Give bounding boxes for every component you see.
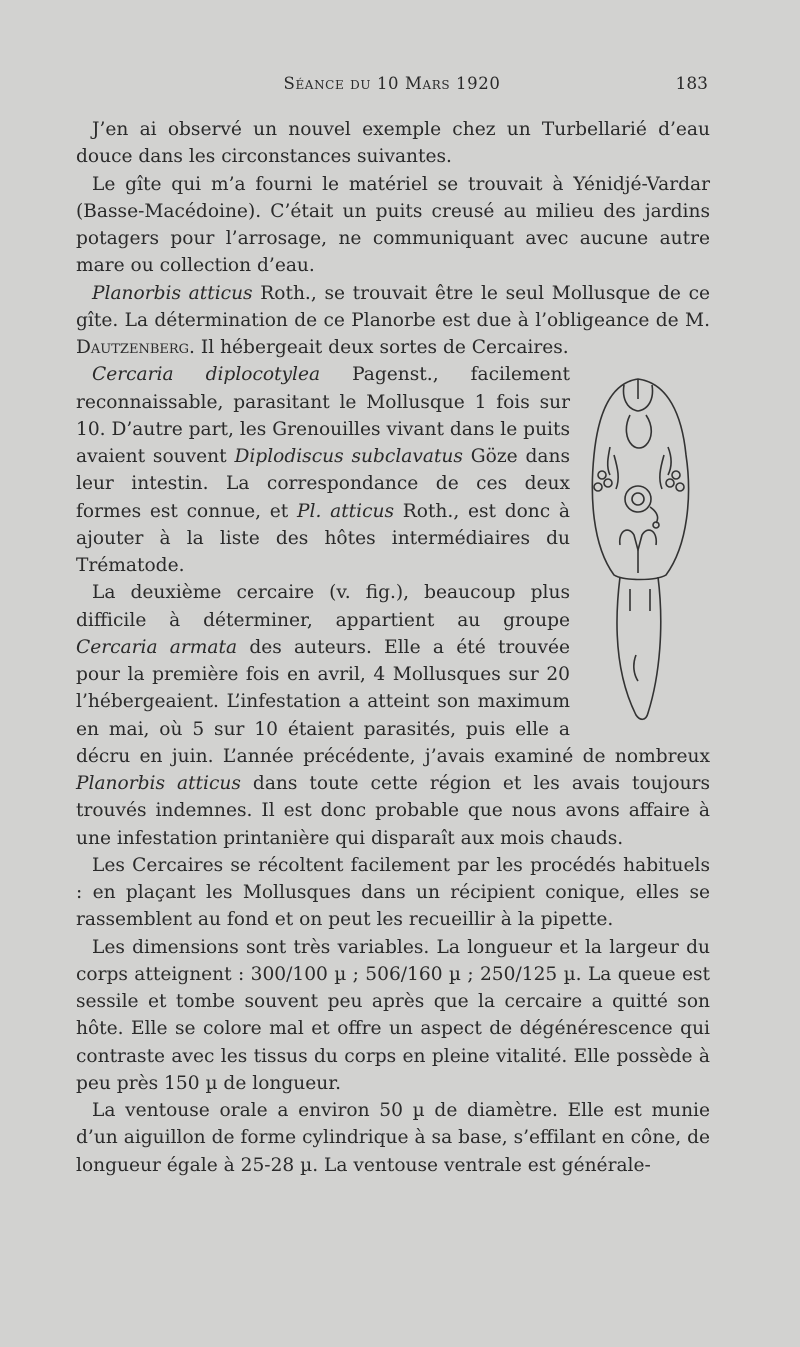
paragraph-1 <box>76 116 710 171</box>
body-text <box>76 116 710 1179</box>
page-number: 183 <box>675 74 708 94</box>
text-run: Diplodiscus subclavatus <box>234 446 463 467</box>
text-run: . Il hébergeait deux sortes de Cercaires. <box>189 337 569 358</box>
text-run: dans toute cette région et les avais toujours trouvés indemnes. Il est donc probable que nous avons affaire à une infestation printanière qui disparaît aux mois chauds. <box>76 773 710 849</box>
text-run: Planorbis atticus <box>76 773 241 794</box>
text-run: Göze dans leur intestin. La correspondance de ces deux formes est connue, et <box>76 446 570 522</box>
text-run: des auteurs. Elle a été trouvée pour la première fois en avril, 4 Mollusques sur 20 l’hébergeaient. L’infestation a atteint son maximum en mai, où 5 sur 10 étaient parasités, puis elle a décru en juin. L’année précédente, j’avais examiné de nombreux <box>76 636 710 767</box>
paragraph-7 <box>76 934 710 1098</box>
cercaria-figure <box>580 375 710 740</box>
paragraph-4 <box>76 361 710 579</box>
text-run: Cercaria armata <box>76 636 238 658</box>
text-run: Cercaria diplocotylea <box>92 364 321 386</box>
text-run: J’en ai observé un nouvel exemple chez un Turbellarié d’eau douce dans les circonstances suivantes. <box>76 119 710 168</box>
cercaria-armata-drawing-icon <box>580 375 710 740</box>
text-run: Pl. atticus <box>297 500 395 522</box>
text-run: Les dimensions sont très variables. La longueur et la largeur du corps atteignent : 300/100 µ ; 506/160 µ ; 250/125 µ. La queue est sessile et tombe souvent peu après que la cercaire a quitté son hôte. Elle se colore mal et offre un aspect de dégénérescence qui contraste avec les tissus du corps en pleine vitalité. Elle possède à peu près 150 µ de longueur. <box>76 936 710 1094</box>
text-run: Dautzenberg <box>76 337 190 358</box>
text-run: Pagenst., facilement reconnaissable, parasitant le Mollusque 1 fois sur 10. D’autre part, les Grenouilles vivant dans le puits avaient souvent <box>76 364 570 467</box>
text-run: La ventouse orale a environ 50 µ de diamètre. Elle est munie d’un aiguillon de forme cylindrique à sa base, s’effilant en cône, de longueur égale à 25-28 µ. La ventouse ventrale est générale- <box>76 1100 710 1176</box>
running-title: Séance du 10 Mars 1920 <box>283 74 501 93</box>
text-run: Le gîte qui m’a fourni le matériel se trouvait à Yénidjé-Vardar (Basse-Macédoine). C’était un puits creusé au milieu des jardins potagers pour l’arrosage, ne communiquant avec aucune autre mare ou collection d’eau. <box>76 173 710 277</box>
text-run: La deuxième cercaire (v. fig.), beaucoup plus difficile à déterminer, appartient au groupe <box>76 582 570 631</box>
paragraph-2 <box>76 171 710 280</box>
text-run: Les Cercaires se récoltent facilement par les procédés habituels : en plaçant les Mollusques dans un récipient conique, elles se rassemblent au fond et on peut les recueillir à la pipette. <box>76 854 710 931</box>
paragraph-8 <box>76 1097 710 1179</box>
paragraph-3 <box>76 280 710 362</box>
running-head <box>76 74 708 104</box>
text-run: Planorbis atticus <box>92 282 253 304</box>
text-run: Roth., se trouvait être le seul Mollusque de ce gîte. La détermination de ce Planorbe est due à l’obligeance de M. <box>76 282 710 331</box>
paragraph-6 <box>76 852 710 934</box>
text-run: Roth., est donc à ajouter à la liste des hôtes intermédiaires du Trématode. <box>76 500 571 576</box>
